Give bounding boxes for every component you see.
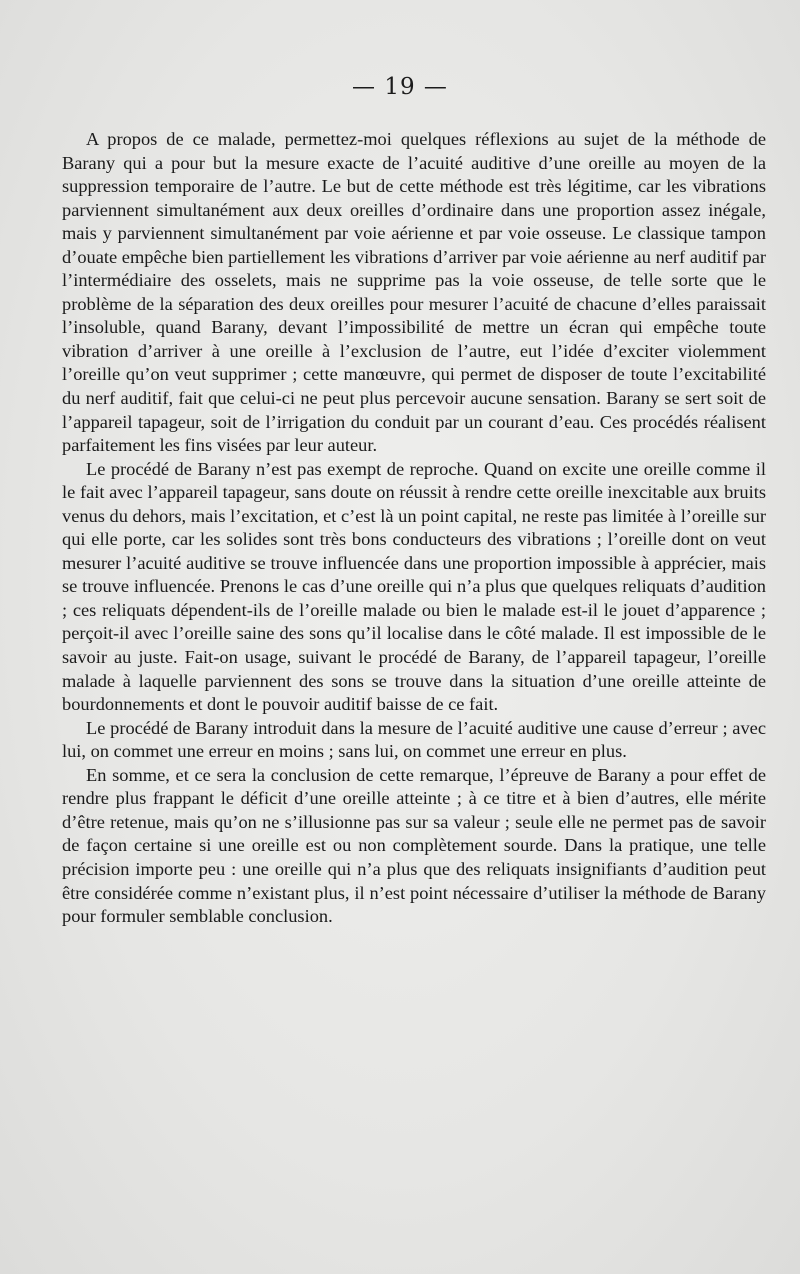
page-number: — 19 — <box>352 74 448 100</box>
body-text <box>62 128 766 929</box>
paragraph-2: Le procédé de Barany n’est pas exempt de reproche. Quand on excite une oreille comme il le fait avec l’appareil tapageur, sans doute on réussit à rendre cette oreille inexcitable aux bruits venus du dehors, mais l’excitation, et c’est là un point capital, ne reste pas limitée à l’oreille sur qui elle porte, car les solides sont très bons conducteurs des vibrations ; l’oreille dont on veut mesurer l’acuité auditive se trouve influencée dans une proportion impossible à apprécier, mais se trouve influencée. Prenons le cas d’une oreille qui n’a plus que quelques reliquats d’audition ; ces reliquats dépendent-ils de l’oreille malade ou bien le malade est-il le jouet d’apparence ; perçoit-il avec l’oreille saine des sons qu’il localise dans le côté malade. Il est impossible de le savoir au juste. Fait-on usage, suivant le procédé de Barany, de l’appareil tapageur, l’oreille malade à laquelle parviennent des sons se trouve dans la situation d’une oreille atteinte de bourdonnements et dont le pouvoir auditif baisse de ce fait. <box>62 458 766 715</box>
paragraph-3: Le procédé de Barany introduit dans la mesure de l’acuité auditive une cause d’erreur ; avec lui, on commet une erreur en moins ; sans lui, on commet une erreur en plus. <box>62 717 766 762</box>
paragraph-4: En somme, et ce sera la conclusion de cette remarque, l’épreuve de Barany a pour effet de rendre plus frappant le déficit d’une oreille atteinte ; à ce titre et à bien d’autres, elle mérite d’être retenue, mais qu’on ne s’illusionne pas sur sa valeur ; seule elle ne permet pas de savoir de façon certaine si une oreille est ou non complètement sourde. Dans la pratique, une telle précision importe peu : une oreille qui n’a plus que des reliquats insignifiants d’audition peut être considérée comme n’existant plus, il n’est point nécessaire d’utiliser la méthode de Barany pour formuler semblable conclusion. <box>62 764 766 927</box>
paragraph-1: A propos de ce malade, permettez-moi quelques réflexions au sujet de la méthode de Barany qui a pour but la mesure exacte de l’acuité auditive d’une oreille au moyen de la suppression temporaire de l’autre. Le but de cette méthode est très légitime, car les vibrations parviennent simultanément aux deux oreilles d’ordinaire dans une proportion assez inégale, mais y parviennent simultanément par voie aérienne et par voie osseuse. Le classique tampon d’ouate empêche bien partiellement les vibrations d’arriver par voie aérienne au nerf auditif par l’intermédiaire des osselets, mais ne supprime pas la voie osseuse, de telle sorte que le problème de la séparation des deux oreilles pour mesurer l’acuité de chacune d’elles paraissait l’insoluble, quand Barany, devant l’impossibilité de mettre un écran qui empêche toute vibration d’arriver à une oreille à l’exclusion de l’autre, eut l’idée d’exciter violemment l’oreille qu’on veut supprimer ; cette manœuvre, qui permet de disposer de toute l’excitabilité du nerf auditif, fait que celui-ci ne peut plus percevoir aucune sensation. Barany se sert soit de l’appareil tapageur, soit de l’irrigation du conduit par un courant d’eau. Ces procédés réalisent parfaitement les fins visées par leur auteur. <box>62 129 766 456</box>
